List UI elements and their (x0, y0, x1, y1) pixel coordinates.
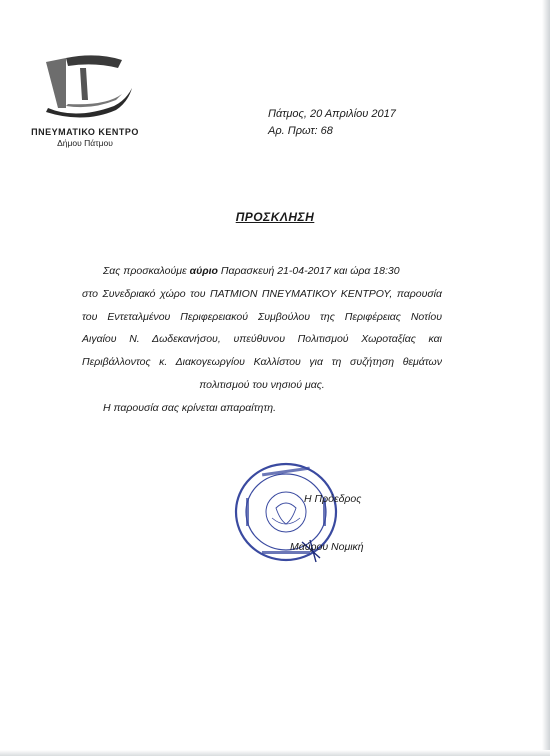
letter-title: ΠΡΟΣΚΛΗΣΗ (235, 210, 315, 224)
body-line: πολιτισμού του νησιού μας. (199, 378, 325, 391)
org-subtitle: Δήμου Πάτμου (57, 138, 113, 148)
body-line: στο Συνεδριακό χώρο του ΠΑΤΜΙΟΝ ΠΝΕΥΜΑΤΙΚΟΥ ΚΕΝΤΡΟΥ, παρουσία (82, 287, 442, 300)
letter-date: Πάτμος, 20 Απριλίου 2017 (268, 108, 396, 120)
org-name: ΠΝΕΥΜΑΤΙΚΟ ΚΕΝΤΡΟ (31, 127, 139, 137)
body-line: του Εντεταλμένου Περιφερειακού Συμβούλου της Περιφέρειας Νοτίου (82, 310, 442, 323)
body-text-fragment: Σας προσκαλούμε (103, 265, 190, 277)
body-text-fragment: Παρασκευή 21-04-2017 και ώρα 18:30 (217, 265, 400, 277)
letter-body (82, 260, 442, 420)
body-line (82, 260, 442, 283)
amphora-logo-icon (36, 50, 136, 120)
reference-number: Αρ. Πρωτ: 68 (268, 125, 333, 137)
page-edge-shadow-bottom (0, 750, 550, 756)
body-line: Αιγαίου Ν. Δωδεκανήσου, υπεύθυνου Πολιτισμού Χωροταξίας και (82, 333, 442, 346)
signatory-name: Μαύρου Νομική (290, 541, 364, 553)
closing-line: Η παρουσία σας κρίνεται απαραίτητη. (103, 401, 277, 414)
body-line: Περιβάλλοντος κ. Διακογεωργίου Καλλίστου για τη συζήτηση θεμάτων (82, 356, 442, 369)
emphasized-word: αύριο (189, 265, 218, 277)
signatory-role: Η Πρόεδρος (304, 493, 362, 505)
page-edge-shadow (542, 0, 550, 756)
